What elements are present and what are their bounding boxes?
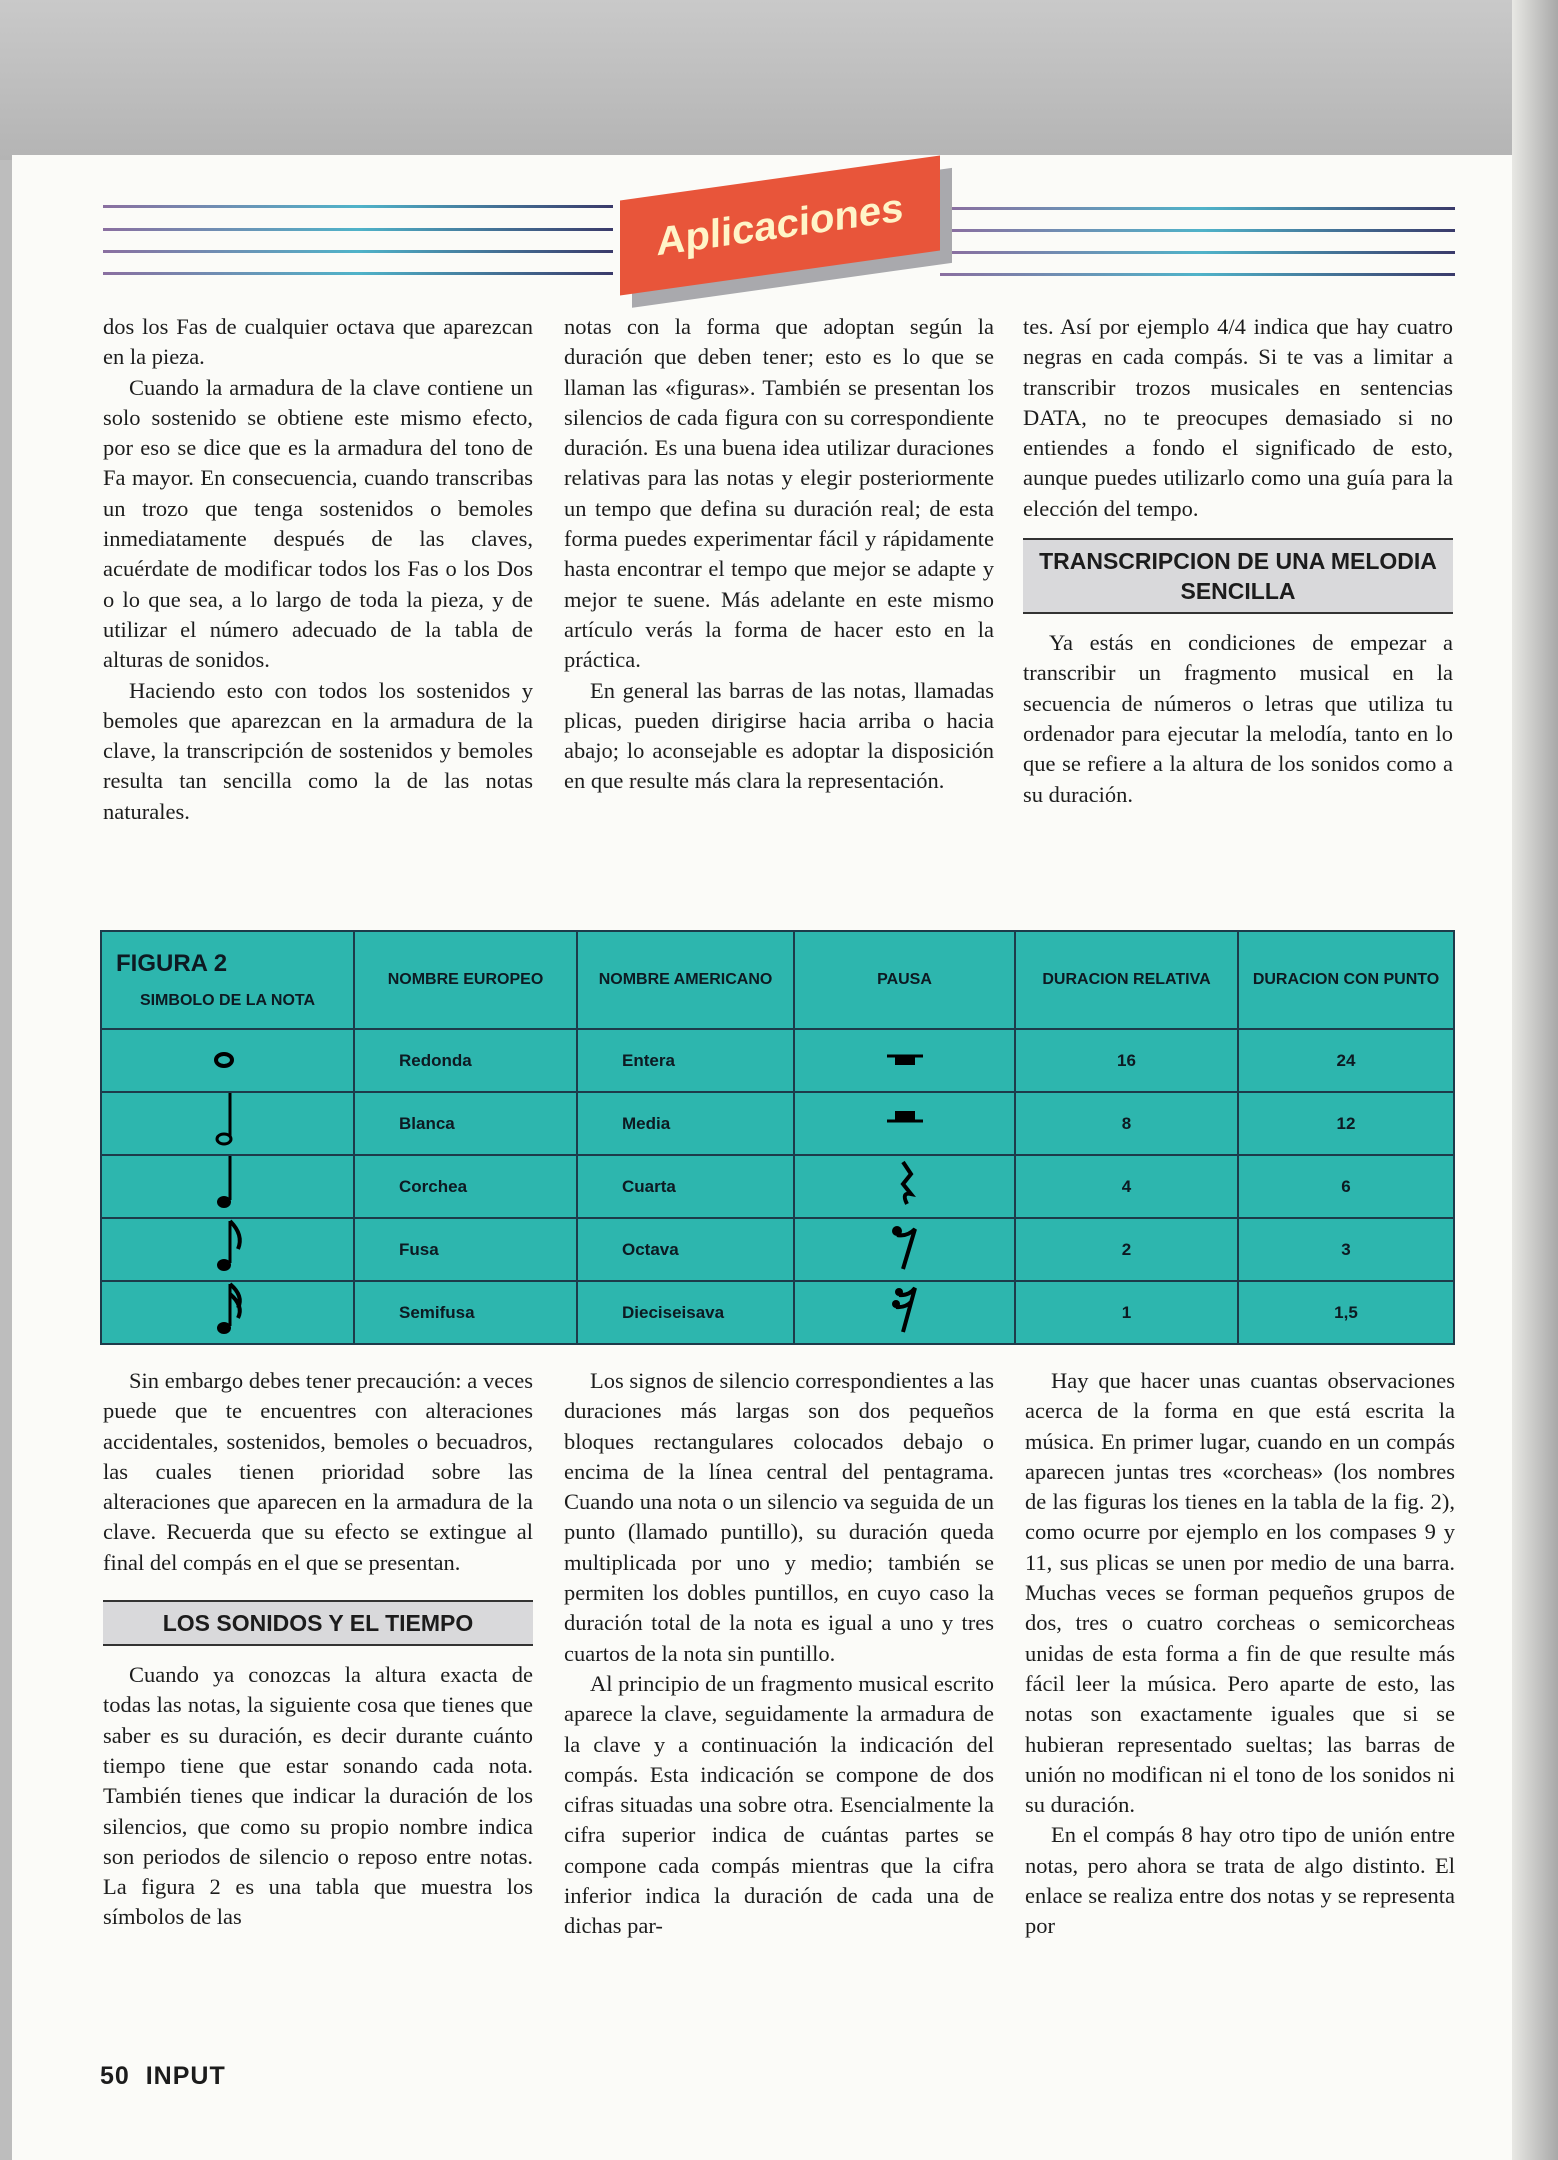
page-edge-shadow bbox=[1512, 0, 1558, 2160]
paragraph: En el compás 8 hay otro tipo de unión entre notas, pero ahora se trata de algo distinto. El enlace se realiza entre dos notas y se representa por bbox=[1025, 1822, 1455, 1939]
half-note-icon bbox=[204, 1093, 252, 1149]
rest-cell bbox=[794, 1155, 1015, 1218]
section-title: Aplicaciones bbox=[656, 185, 904, 265]
paragraph: En general las barras de las notas, llamadas plicas, pueden dirigirse hacia arriba o hacia abajo; lo aconsejable es adoptar la disposición en que resulte más clara la representación. bbox=[564, 677, 994, 794]
bottom-column-1 bbox=[103, 1366, 533, 1933]
paragraph: dos los Fas de cualquier octava que aparezcan en la pieza. bbox=[103, 314, 533, 370]
header-cell: DURACION CON PUNTO bbox=[1238, 931, 1454, 1029]
figure-title: FIGURA 2 bbox=[116, 950, 228, 977]
relative-duration: 2 bbox=[1015, 1218, 1238, 1281]
paragraph: Cuando ya conozcas la altura exacta de todas las notas, la siguiente cosa que tienes que saber es su duración, es decir durante cuánto tiempo tiene que estar sonando cada nota. También tienes que indicar la duración de los silencios, que como su propio nombre indica son periodos de silencio o reposo entre notas. La figura 2 es una tabla que muestra los símbolos de las bbox=[103, 1662, 533, 1930]
relative-duration: 1 bbox=[1015, 1281, 1238, 1344]
header-cell bbox=[101, 931, 354, 1029]
header-rule bbox=[103, 272, 613, 275]
paragraph: Al principio de un fragmento musical escrito aparece la clave, seguidamente la armadura de la clave y a continuación la indicación del compás. Esta indicación se compone de dos cifras situadas una sobre otra. Esencialmente la cifra superior indica de cuántas partes se compone cada compás mientras que la cifra inferior indica la duración de cada una de dichas par- bbox=[564, 1670, 994, 1939]
rest-cell bbox=[794, 1092, 1015, 1155]
quarter-rest-icon bbox=[881, 1158, 929, 1210]
dotted-duration: 6 bbox=[1238, 1155, 1454, 1218]
american-name: Dieciseisava bbox=[577, 1281, 794, 1344]
sixteenth-note-icon bbox=[204, 1282, 252, 1338]
european-name: Fusa bbox=[354, 1218, 577, 1281]
relative-duration: 16 bbox=[1015, 1029, 1238, 1092]
sixteenth-rest-icon bbox=[881, 1284, 929, 1336]
header-rule bbox=[950, 251, 1455, 254]
paragraph: Hay que hacer unas cuantas observaciones acerca de la forma en que está escrita la música. En primer lugar, cuando en un compás aparecen juntas tres «corcheas» (los nombres de las figuras los tienes en la tabla de la fig. 2), como ocurre por ejemplo en los compases 9 y 11, sus plicas se unen por medio de una barra. Muchas veces se forman pequeños grupos de dos, tres o cuatro corcheas o semicorcheas unidas de esta forma a fin de que resulte más fácil leer la música. Pero aparte de esto, las notas son exactamente iguales que si se hubieran representado sueltas; las barras de unión no modifican ni el tono de los sonidos ni su duración. bbox=[1025, 1368, 1455, 1818]
header-rule bbox=[103, 228, 613, 231]
figure-2-table bbox=[100, 930, 1455, 1345]
european-name: Corchea bbox=[354, 1155, 577, 1218]
american-name: Cuarta bbox=[577, 1155, 794, 1218]
paragraph: tes. Así por ejemplo 4/4 indica que hay cuatro negras en cada compás. Si te vas a limitar a transcribir trozos musicales en sentencias DATA, no te preocupes demasiado si no entiendes a fondo el significado de esto, aunque puedes utilizarlo como una guía para la elección del tempo. bbox=[1023, 314, 1453, 521]
header-rule bbox=[950, 207, 1455, 210]
bottom-column-2 bbox=[564, 1366, 994, 1942]
paragraph: notas con la forma que adoptan según la duración que deben tener; esto es lo que se llaman las «figuras». También se presentan los silencios de cada figura con su correspondiente duración. Es una buena idea utilizar duraciones relativas para las notas y elegir posteriormente un tempo que defina su duración real; de esta forma puedes experimentar fácil y rápidamente hasta encontrar el tempo que mejor se adapte y mejor te suene. Más adelante en este mismo artículo verás la forma de hacer esto en la práctica. bbox=[564, 314, 994, 673]
paragraph: Los signos de silencio correspondientes a las duraciones más largas son dos pequeños bloques rectangulares colocados debajo o encima de la línea central del pentagrama. Cuando una nota o un silencio va seguida de un punto (llamado puntillo), su duración queda multiplicada por uno y medio; también se permiten los dobles puntillos, en cuyo caso la duración total de la nota es igual a uno y tres cuartos de la nota sin puntillo. bbox=[564, 1368, 994, 1666]
note-symbol-cell bbox=[101, 1218, 354, 1281]
table-header-row bbox=[101, 931, 1454, 1029]
whole-rest-icon bbox=[881, 1032, 929, 1084]
scan-background bbox=[0, 0, 1558, 160]
american-name: Media bbox=[577, 1092, 794, 1155]
note-symbol-cell bbox=[101, 1092, 354, 1155]
paragraph: Haciendo esto con todos los sostenidos y bemoles que aparezcan en la armadura de la clave, la transcripción de sostenidos y bemoles resulta tan sencilla como la de las notas naturales. bbox=[103, 677, 533, 824]
top-column-2 bbox=[564, 312, 994, 797]
top-column-3 bbox=[1023, 312, 1453, 810]
paragraph: Sin embargo debes tener precaución: a veces puede que te encuentres con alteraciones accidentales, sostenidos, bemoles o becuadros, las cuales tienen prioridad sobre las alteraciones que aparecen en la armadura de la clave. Recuerda que su efecto se extingue al final del compás en el que se presentan. bbox=[103, 1368, 533, 1575]
rest-cell bbox=[794, 1029, 1015, 1092]
rest-cell bbox=[794, 1218, 1015, 1281]
eighth-note-icon bbox=[204, 1219, 252, 1275]
header-cell: DURACION RELATIVA bbox=[1015, 931, 1238, 1029]
half-rest-icon bbox=[881, 1095, 929, 1147]
dotted-duration: 24 bbox=[1238, 1029, 1454, 1092]
relative-duration: 4 bbox=[1015, 1155, 1238, 1218]
note-symbol-cell bbox=[101, 1029, 354, 1092]
rest-cell bbox=[794, 1281, 1015, 1344]
header-label: SIMBOLO DE LA NOTA bbox=[139, 992, 316, 1009]
header-rule bbox=[103, 250, 613, 253]
top-column-1 bbox=[103, 312, 533, 827]
bottom-column-3 bbox=[1025, 1366, 1455, 1942]
table-row bbox=[101, 1281, 1454, 1344]
table-row bbox=[101, 1092, 1454, 1155]
dotted-duration: 3 bbox=[1238, 1218, 1454, 1281]
european-name: Redonda bbox=[354, 1029, 577, 1092]
relative-duration: 8 bbox=[1015, 1092, 1238, 1155]
american-name: Entera bbox=[577, 1029, 794, 1092]
header-cell: NOMBRE EUROPEO bbox=[354, 931, 577, 1029]
note-symbol-cell bbox=[101, 1281, 354, 1344]
note-symbol-cell bbox=[101, 1155, 354, 1218]
header-rule bbox=[103, 205, 613, 208]
section-heading: LOS SONIDOS Y EL TIEMPO bbox=[103, 1600, 533, 1646]
table-row bbox=[101, 1155, 1454, 1218]
table-row bbox=[101, 1218, 1454, 1281]
page-footer bbox=[100, 2062, 226, 2091]
section-heading: TRANSCRIPCION DE UNA MELODIA SENCILLA bbox=[1023, 538, 1453, 614]
paragraph: Ya estás en condiciones de empezar a transcribir un fragmento musical en la secuencia de números o letras que utiliza tu ordenador para ejecutar la melodía, tanto en lo que se refiere a la altura de los sonidos como a su duración. bbox=[1023, 630, 1453, 807]
paragraph: Cuando la armadura de la clave contiene un solo sostenido se obtiene este mismo efecto, por eso se dice que es la armadura del tono de Fa mayor. En consecuencia, cuando transcribas un trozo que tenga sostenidos o bemoles inmediatamente después de las claves, acuérdate de modificar todos los Fas o los Dos o lo que sea, a lo largo de toda la pieza, y de utilizar el número adecuado de la tabla de alturas de sonidos. bbox=[103, 374, 533, 673]
american-name: Octava bbox=[577, 1218, 794, 1281]
european-name: Blanca bbox=[354, 1092, 577, 1155]
header-cell: PAUSA bbox=[794, 931, 1015, 1029]
header-rule bbox=[950, 229, 1455, 232]
dotted-duration: 1,5 bbox=[1238, 1281, 1454, 1344]
table-row bbox=[101, 1029, 1454, 1092]
header-cell: NOMBRE AMERICANO bbox=[577, 931, 794, 1029]
quarter-note-icon bbox=[204, 1156, 252, 1212]
magazine-name: INPUT bbox=[145, 2062, 226, 2090]
european-name: Semifusa bbox=[354, 1281, 577, 1344]
header-rule bbox=[940, 273, 1455, 276]
page-number: 50 bbox=[100, 2062, 130, 2090]
whole-note-icon bbox=[204, 1030, 252, 1086]
eighth-rest-icon bbox=[881, 1221, 929, 1273]
dotted-duration: 12 bbox=[1238, 1092, 1454, 1155]
